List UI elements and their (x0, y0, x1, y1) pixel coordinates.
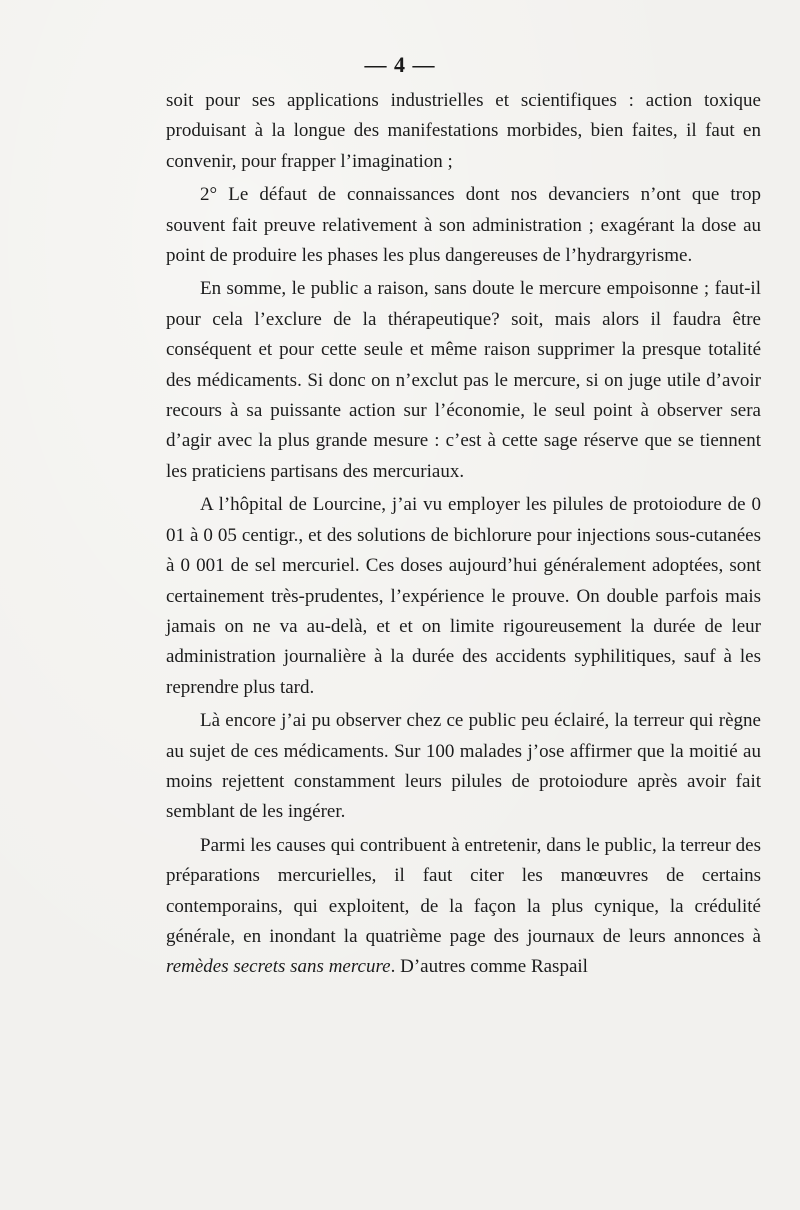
paragraph-5: Là encore j’ai pu observer chez ce public peu éclairé, la terreur qui règne au sujet de ces médicaments. Sur 100 malades j’ose affirmer que la moitié au moins rejettent constamment leurs pilules de protoiodure après avoir fait semblant de les ingérer. (166, 710, 761, 823)
body-text (166, 86, 761, 983)
paragraph-2: 2° Le défaut de connaissances dont nos devanciers n’ont que trop souvent fait preuve relativement à son administration ; exagérant la dose au point de produire les phases les plus dangereuses de l’hydrargyrisme. (166, 184, 761, 267)
paragraph-1: soit pour ses applications industrielles et scientifiques : action toxique produisant à la longue des manifestations morbides, bien faites, il faut en convenir, pour frapper l’imagination ; (166, 90, 761, 172)
paragraph-6-italic: remèdes secrets sans mercure (166, 956, 391, 978)
page-number: — 4 — (364, 52, 436, 77)
paragraph-6-text-before: Parmi les causes qui contribuent à entretenir, dans le public, la terreur des préparations mercurielles, il faut citer les manœuvres de certains contemporains, qui exploitent, de la façon la plus cynique, la crédulité générale, en inondant la quatrième page des journaux de leurs annonces à (166, 834, 761, 947)
paragraph-6-text-after: . D’autres comme Raspail (390, 956, 588, 978)
paragraph-4: A l’hôpital de Lourcine, j’ai vu employer les pilules de protoiodure de 0 01 à 0 05 centigr., et des solutions de bichlorure pour injections sous-cutanées à 0 001 de sel mercuriel. Ces doses aujourd’hui généralement adoptées, sont certainement très-prudentes, l’expérience le prouve. On double parfois mais jamais on ne va au-delà, et et on limite rigoureusement la durée de leur administration journalière à la durée des accidents syphilitiques, sauf à les reprendre plus tard. (166, 494, 761, 698)
paragraph-6 (166, 831, 761, 983)
paragraph-3: En somme, le public a raison, sans doute le mercure empoisonne ; faut-il pour cela l’exclure de la thérapeutique? soit, mais alors il faudra être conséquent et pour cette seule et même raison supprimer la presque totalité des médicaments. Si donc on n’exclut pas le mercure, si on juge utile d’avoir recours à sa puissante action sur l’économie, le seul point à observer sera d’agir avec la plus grande mesure : c’est à cette sage réserve que se tiennent les praticiens partisans des mercuriaux. (166, 278, 761, 482)
